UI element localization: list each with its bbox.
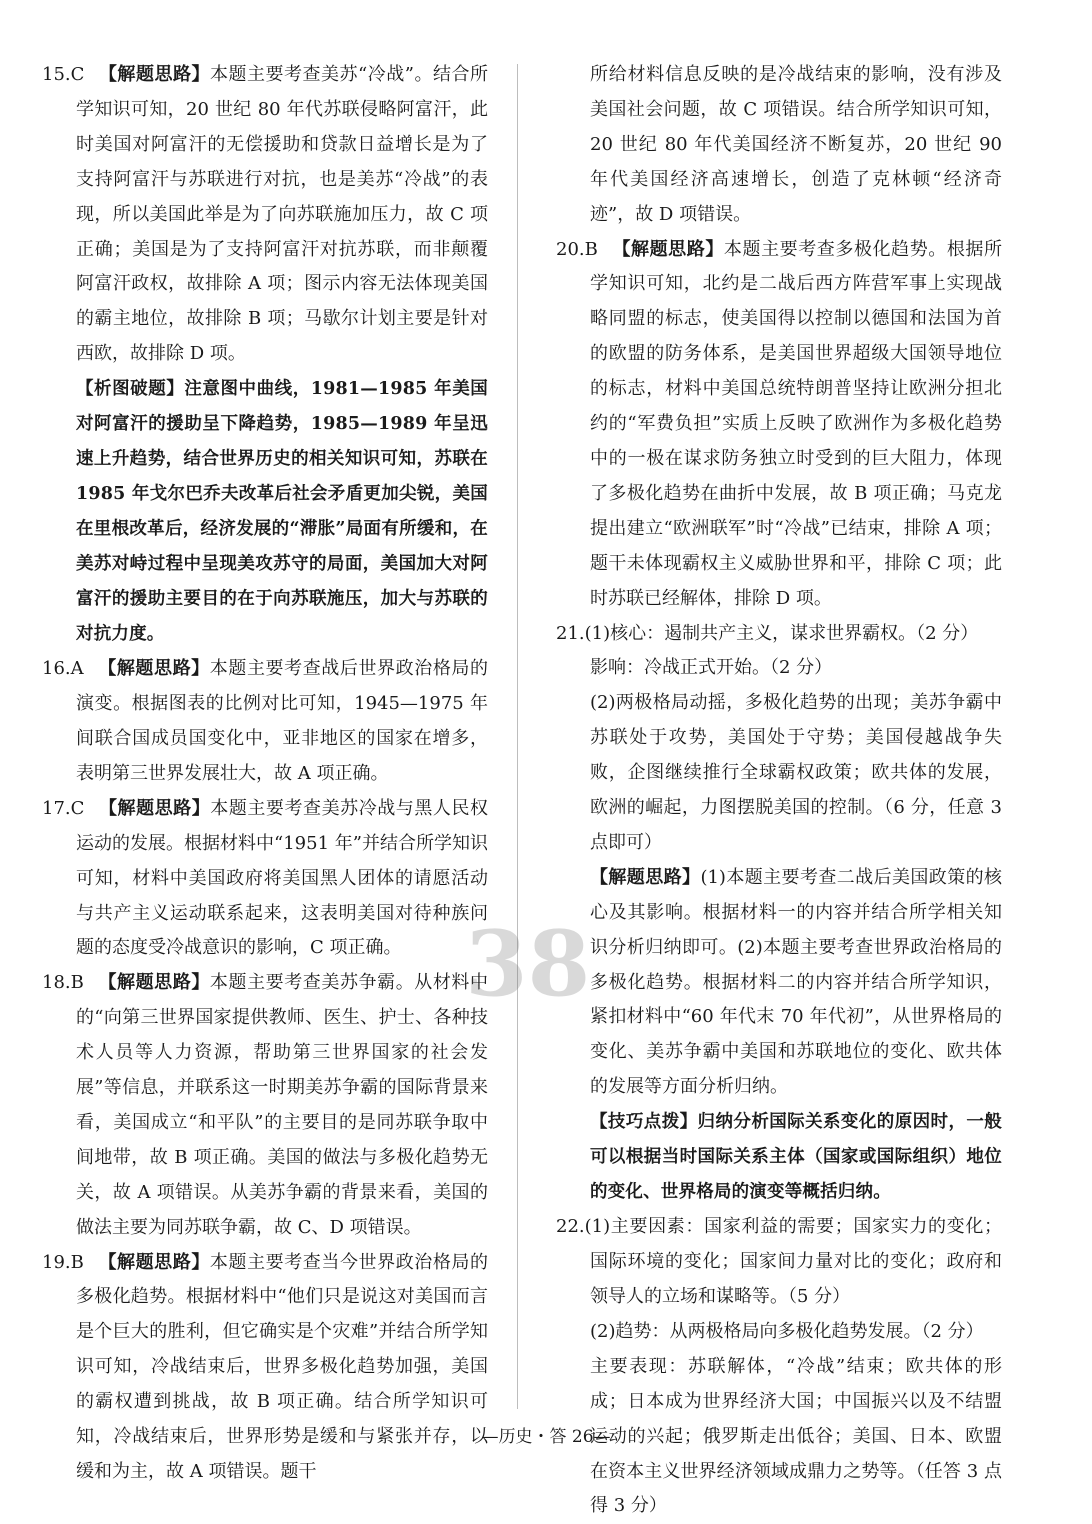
analysis-note: [42, 372, 488, 652]
answer-item: [556, 1210, 1002, 1315]
answer-letter: C: [70, 64, 85, 85]
body-text: 本题主要考查当今世界政治格局的多极化趋势。根据材料中“他们只是说这对美国而言是个巨大的胜利，但它确实是个灾难”并结合所学知识可知，冷战结束后，世界多极化趋势加强，美国的霸权遭到挑战，故 B 项正确。结合所学知识可知，冷战结束后，世界形势是缓和与紧张并存，以缓和为主，故 A 项错误。题干: [76, 1251, 489, 1482]
question-number: 16.: [42, 658, 71, 680]
question-number: 17.: [42, 797, 71, 819]
section-tag: 【解题思路】: [97, 658, 210, 680]
body-text: 主要表现：苏联解体，“冷战”结束；欧共体的形成；日本成为世界经济大国；中国振兴以及不结盟运动的兴起；俄罗斯走出低谷；美国、日本、欧盟在资本主义世界经济领域成鼎力之势等。（任答 3 点得 3 分）: [590, 1355, 1002, 1517]
answer-item: [42, 792, 488, 967]
body-text: 归纳分析国际关系变化的原因时，一般可以根据当时国际关系主体（国家或国际组织）地位的变化、世界格局的演变等概括归纳。: [590, 1112, 1003, 1203]
analysis-note: [556, 1105, 1002, 1210]
section-tag: 【技巧点拨】: [590, 1112, 698, 1133]
body-text: (1)本题主要考查二战后美国政策的核心及其影响。根据材料一的内容并结合所学相关知识分析归纳即可。(2)本题主要考查世界政治格局的多极化趋势。根据材料二的内容并结合所学知识，紧扣材料中“60 年代末 70 年代初”，从世界格局的变化、美苏争霸中美国和苏联地位的变化、欧共体的发展等方面分析归纳。: [590, 866, 1003, 1098]
answer-letter: B: [70, 1251, 84, 1273]
section-tag: 【析图破题】: [76, 379, 185, 400]
left-column: [42, 58, 488, 1490]
question-number: 15.: [42, 64, 71, 85]
answer-letter: C: [70, 797, 85, 819]
question-number: 19.: [42, 1251, 71, 1273]
question-number: 22.: [556, 1216, 585, 1238]
answer-continuation: [556, 58, 1002, 233]
body-text: 影响：冷战正式开始。（2 分）: [590, 657, 833, 679]
section-tag: 【解题思路】: [97, 1251, 210, 1273]
answer-subparagraph: [556, 1315, 1002, 1350]
answer-letter: B: [584, 238, 598, 260]
page-footer: —历史・答 26—: [481, 1427, 611, 1447]
section-tag: 【解题思路】: [590, 866, 701, 888]
answer-item: [42, 966, 488, 1245]
right-column: [556, 58, 1002, 1524]
section-tag: 【解题思路】: [98, 797, 211, 819]
section-tag: 【解题思路】: [97, 972, 210, 994]
answer-subparagraph: [556, 651, 1002, 686]
body-text: (2)两极格局动摇，多极化趋势的出现；美苏争霸中苏联处于攻势，美国处于守势；美国侵越战争失败，企图继续推行全球霸权政策；欧共体的发展，欧洲的崛起，力图摆脱美国的控制。（6 分，任意 3 点即可）: [590, 692, 1002, 853]
answer-letter: B: [70, 972, 84, 994]
body-text: 所给材料信息反映的是冷战结束的影响，没有涉及美国社会问题，故 C 项错误。结合所学知识可知，20 世纪 80 年代美国经济不断复苏，20 世纪 90 年代美国经济高速增长，创造了克林顿“经济奇迹”，故 D 项错误。: [590, 64, 1002, 225]
watermark-logo: [455, 915, 605, 1025]
answer-item: [42, 652, 488, 792]
body-text: 本题主要考查战后世界政治格局的演变。根据图表的比例对比可知，1945—1975 年间联合国成员国变化中，亚非地区的国家在增多，表明第三世界发展壮大，故 A 项正确。: [76, 658, 489, 784]
answer-item: [556, 617, 1002, 652]
body-text: 本题主要考查美苏冷战与黑人民权运动的发展。根据材料中“1951 年”并结合所学知识可知，材料中美国政府将美国黑人团体的请愿活动与共产主义运动联系起来，这表明美国对待种族问题的态度受冷战意识的影响，C 项正确。: [76, 797, 488, 959]
body-text: (1)核心：遏制共产主义，谋求世界霸权。（2 分）: [584, 622, 979, 644]
question-number: 18.: [42, 972, 71, 994]
answer-subparagraph: [556, 686, 1002, 861]
answer-item: [556, 233, 1002, 617]
body-text: 本题主要考查美苏争霸。从材料中的“向第三世界国家提供教师、医生、护士、各种技术人员等人力资源，帮助第三世界国家的社会发展”等信息，并联系这一时期美苏争霸的国际背景来看，美国成立“和平队”的主要目的是同苏联争取中间地带，故 B 项正确。美国的做法与多极化趋势无关，故 A 项错误。从美苏争霸的背景来看，美国的做法主要为同苏联争霸，故 C、D 项错误。: [76, 972, 489, 1238]
body-text: 注意图中曲线，1981—1985 年美国对阿富汗的援助呈下降趋势，1985—1989 年呈迅速上升趋势，结合世界历史的相关知识可知，苏联在 1985 年戈尔巴乔夫改革后社会矛盾更加尖锐，美国在里根改革后，经济发展的“滞胀”局面有所缓和，在美苏对峙过程中呈现美攻苏守的局面，美国加大对阿富汗的援助主要目的在于向苏联施压，加大与苏联的对抗力度。: [76, 379, 488, 645]
body-text: (2)趋势：从两极格局向多极化趋势发展。（2 分）: [590, 1320, 984, 1342]
section-tag: 【解题思路】: [611, 238, 724, 260]
body-text: 本题主要考查美苏“冷战”。结合所学知识可知，20 世纪 80 年代苏联侵略阿富汗，此时美国对阿富汗的无偿援助和贷款日益增长是为了支持阿富汗与苏联进行对抗，也是美苏“冷战”的表现，所以美国此举是为了向苏联施加压力，故 C 项正确；美国是为了支持阿富汗对抗苏联，而非颠覆阿富汗政权，故排除 A 项；图示内容无法体现美国的霸主地位，故排除 B 项；马歇尔计划主要是针对西欧，故排除 D 项。: [76, 64, 489, 365]
answer-subparagraph: [556, 861, 1002, 1105]
body-text: 本题主要考查多极化趋势。根据所学知识可知，北约是二战后西方阵营军事上实现战略同盟的标志，使美国得以控制以德国和法国为首的欧盟的防务体系，是美国世界超级大国领导地位的标志，材料中美国总统特朗普坚持让欧洲分担北约的“军费负担”实质上反映了欧洲作为多极化趋势中的一极在谋求防务独立时受到的巨大阻力，体现了多极化趋势在曲折中发展，故 B 项正确；马克龙提出建立“欧洲联军”时“冷战”已结束，排除 A 项；题干未体现霸权主义威胁世界和平，排除 C 项；此时苏联已经解体，排除 D 项。: [590, 238, 1003, 609]
column-divider: [517, 64, 518, 1409]
answer-item: [42, 1246, 488, 1490]
answer-item: [42, 58, 488, 372]
section-tag: 【解题思路】: [98, 64, 210, 85]
answer-letter: A: [70, 658, 84, 680]
svg-text:38: 38: [465, 915, 591, 1017]
question-number: 20.: [556, 238, 585, 260]
body-text: (1)主要因素：国家利益的需要；国家实力的变化；国际环境的变化；国家间力量对比的变化；政府和领导人的立场和谋略等。（5 分）: [584, 1216, 1002, 1307]
question-number: 21.: [556, 622, 585, 644]
